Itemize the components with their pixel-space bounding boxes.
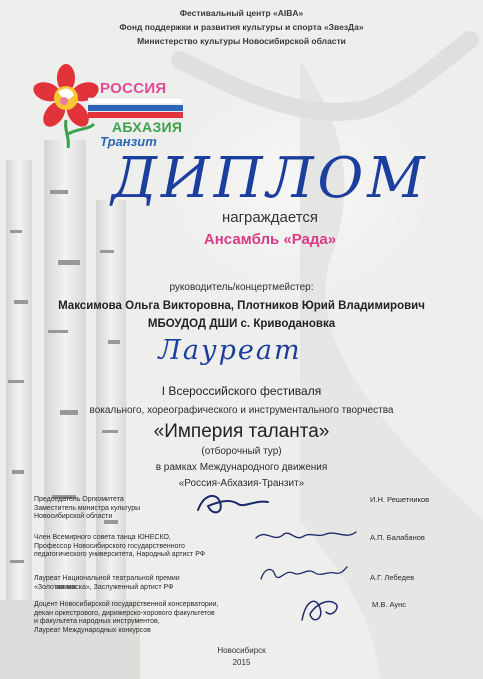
festival-line-4: «Россия-Абхазия-Транзит» [178, 478, 305, 489]
diploma-title: ДИПЛОМ [111, 146, 429, 211]
signatory-3-name: А.Г. Лебедев [370, 573, 415, 582]
signatory-4-title: Доцент Новосибирской государственной консерватории, декан оркестрового, дирижерско-хорового факультетов и факультета народных инструментов, Лауреат Международных конкурсов [34, 601, 219, 634]
signatory-2-title: Член Всемирного совета танца ЮНЕСКО, Профессор Новосибирского государственного педагогического университета, Народный артист РФ [34, 534, 206, 558]
signature-1 [190, 488, 280, 520]
festival-line-3: в рамках Международного движения [155, 462, 328, 473]
logo-word-abkhazia: АБХАЗИЯ [112, 119, 183, 135]
leader-label: руководитель/концертмейстер: [169, 282, 314, 293]
festival-line-2: вокального, хореографического и инструментального творчества [89, 405, 394, 416]
header-line-3: Министерство культуры Новосибирской области [137, 36, 346, 46]
school-name: МБОУДОД ДШИ с. Криводановка [147, 318, 336, 330]
header-line-2: Фонд поддержки и развития культуры и спорта «ЗвезДа» [119, 22, 364, 32]
header-line-1: Фестивальный центр «AIBA» [179, 8, 304, 18]
logo-word-transit: Транзит [100, 134, 157, 149]
festival-round: (отборочный тур) [201, 446, 282, 457]
ensemble-name: Ансамбль «Рада» [203, 231, 337, 248]
signatory-1-name: И.Н. Решетников [370, 495, 430, 504]
signature-3 [255, 561, 350, 587]
signatory-4-name: М.В. Аунс [372, 600, 407, 609]
leaders-names: Максимова Ольга Викторовна, Плотников Юрий Владимирович [58, 300, 425, 312]
awarded-label: награждается [221, 209, 319, 226]
festival-name: «Империя таланта» [153, 421, 330, 442]
footer-city: Новосибирск [217, 646, 266, 655]
footer-year: 2015 [232, 658, 251, 667]
signature-4 [292, 590, 347, 630]
signatory-3-title: Лауреат Национальной театральной премии «Золотая маска», Заслуженный артист РФ [34, 575, 180, 591]
award-title: Лауреат [158, 335, 302, 366]
festival-line-1: I Всероссийского фестиваля [161, 384, 322, 398]
signature-2 [250, 524, 360, 550]
logo-word-russia: РОССИЯ [100, 80, 167, 97]
signatory-1-title: Председатель Оргкомитета Заместитель министра культуры Новосибирской области [34, 496, 141, 520]
signatory-2-name: А.П. Балабанов [370, 533, 425, 542]
